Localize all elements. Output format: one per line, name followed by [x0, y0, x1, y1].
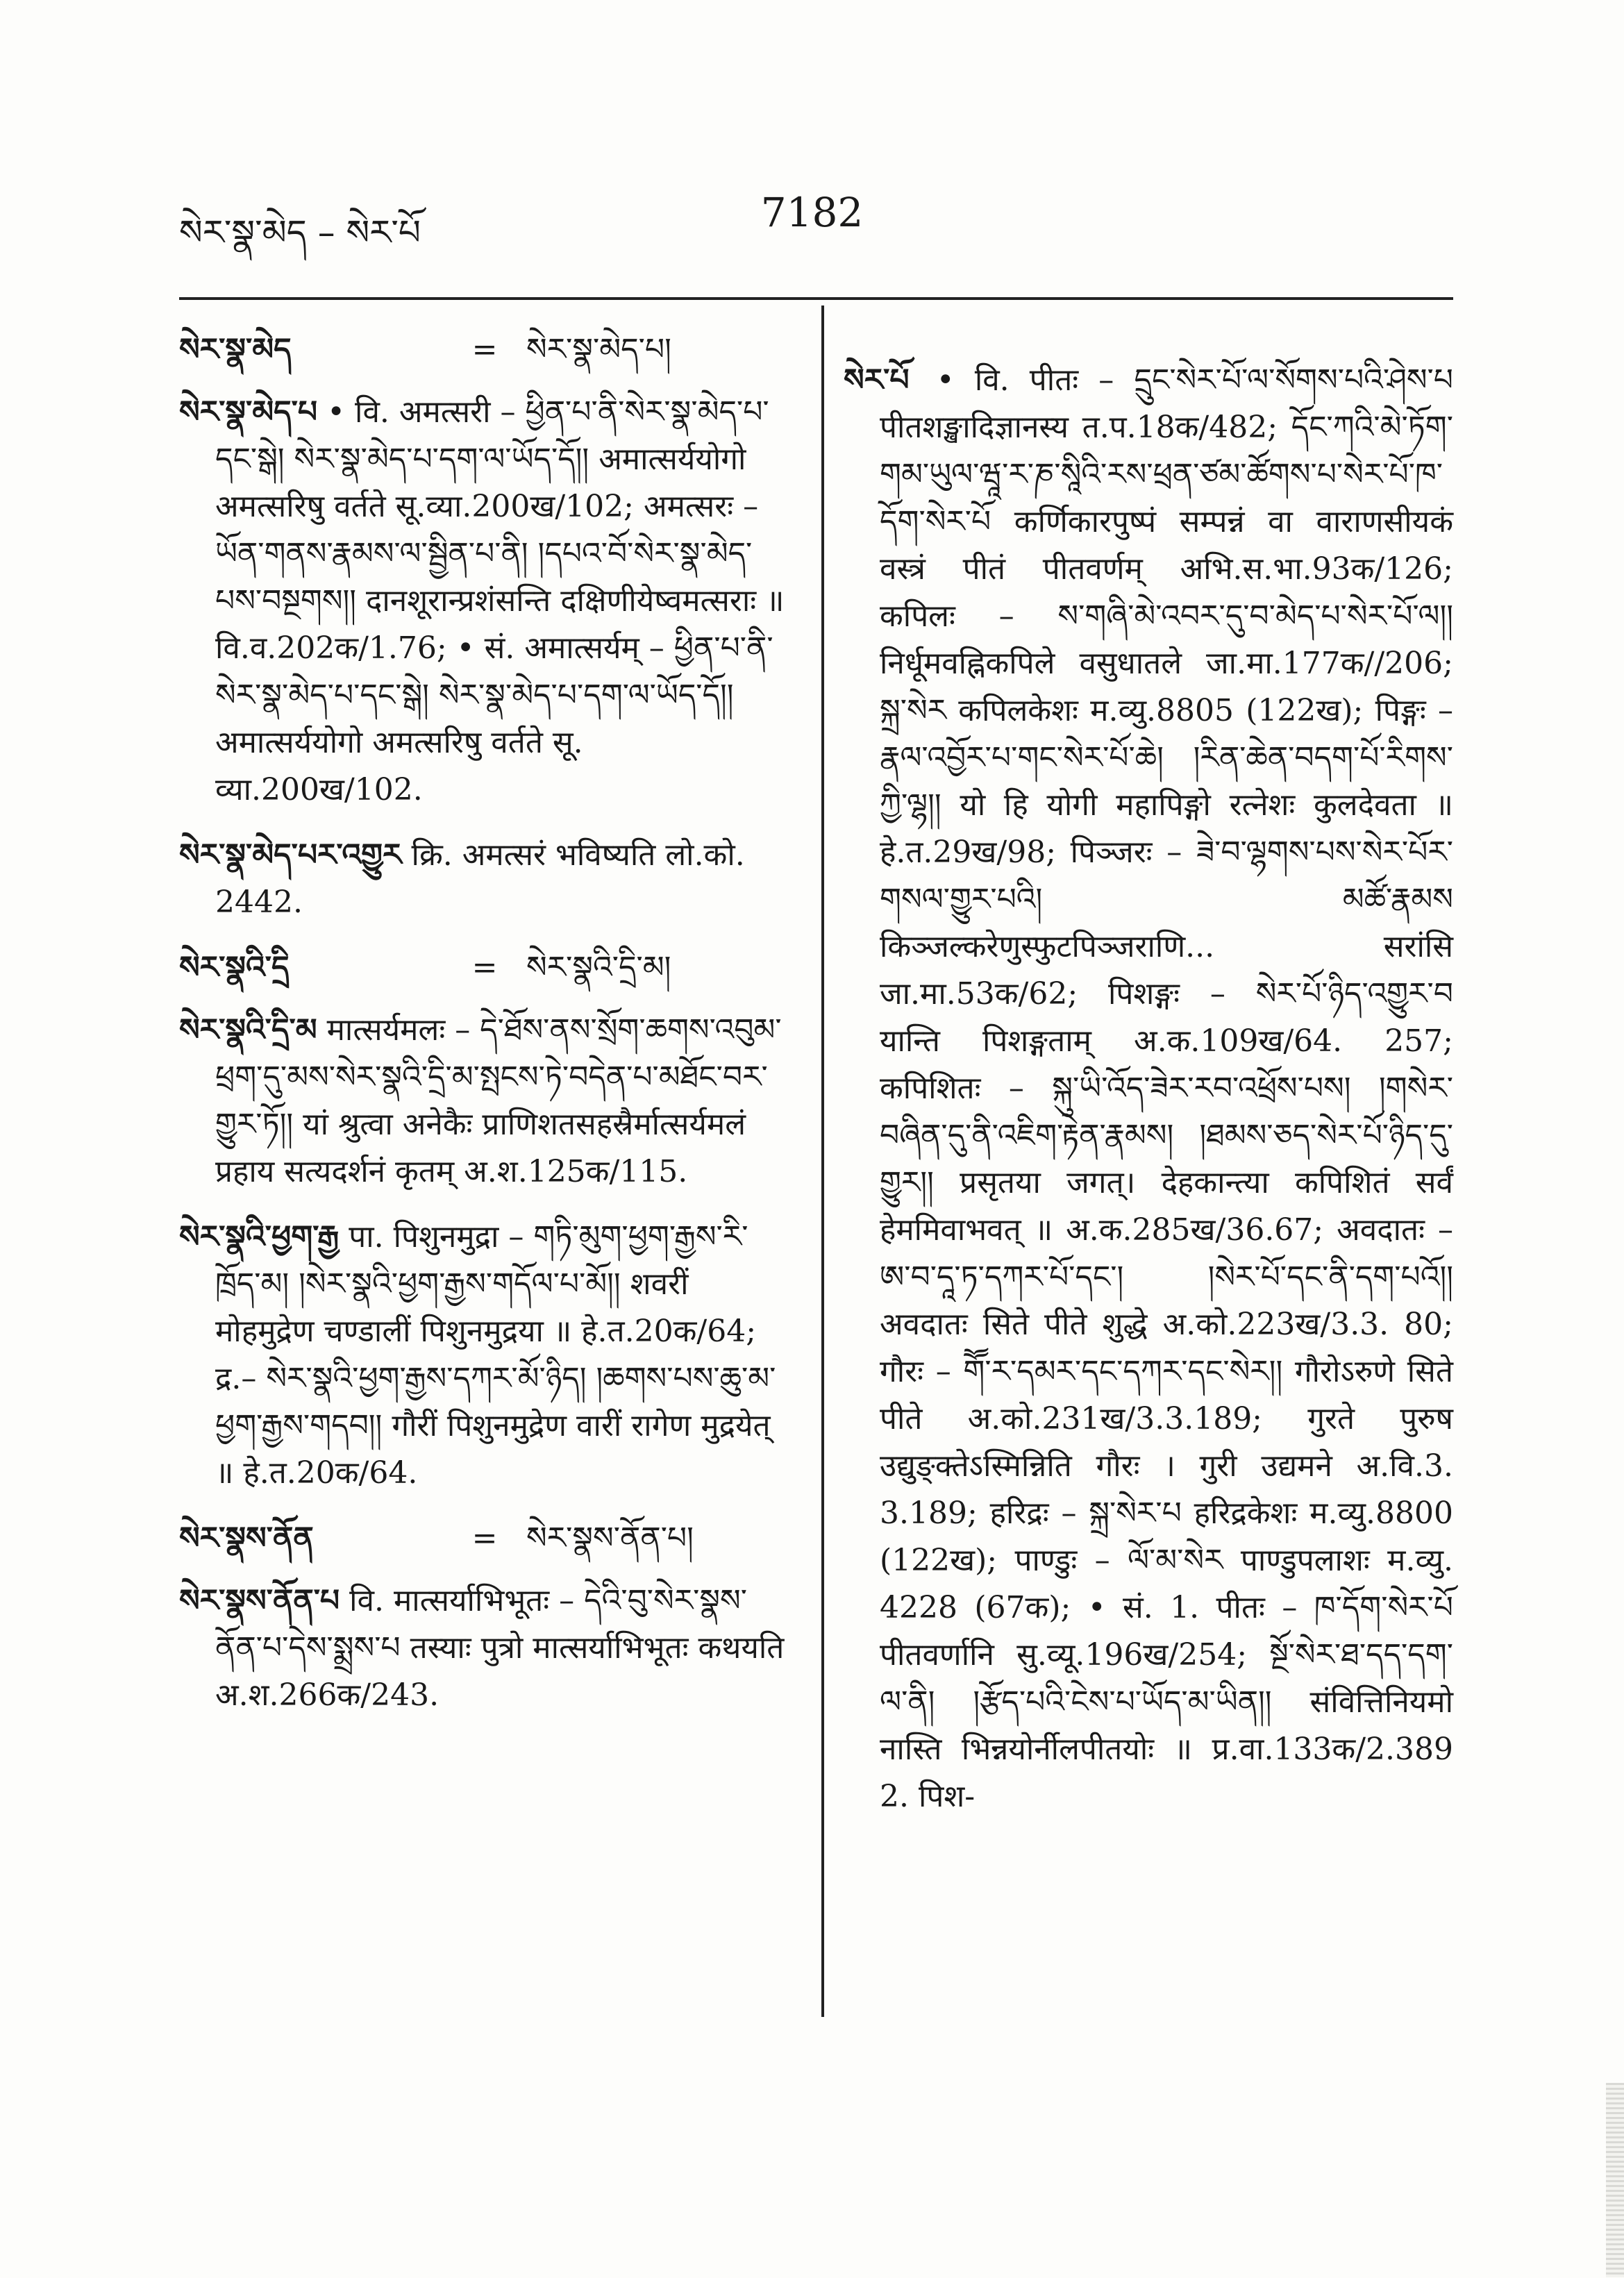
page-number: 7182 — [760, 189, 864, 236]
equals-sign: = — [471, 950, 498, 985]
dictionary-entry — [844, 357, 1453, 1820]
header-rule — [179, 297, 1453, 300]
dictionary-entry — [179, 1577, 790, 1719]
dictionary-entry — [179, 389, 790, 814]
headword: སེར་སྣའི་དྲི་མ — [179, 1012, 317, 1048]
headword: སེར་སྣས་ནོན་པ — [179, 1583, 340, 1618]
headword: སེར་སྣ་མེད — [179, 332, 292, 367]
entry-text: पा. पिशुनमुद्रा – གཏི་མུག་ཕྱག་རྒྱས་རི་ཁྲོད་མ། །སེར་སྣའི་ཕྱག་རྒྱས་གདོལ་པ་མོ།། शवरीं मोहमुद्रेण चण्डालीं पिशुनमुद्रया ॥ हे.त.20क/64; द्र.– སེར་སྣའི་ཕྱག་རྒྱས་དཀར་མོ་ཉིད། །ཆགས་པས་ཆུ་མ་ཕྱག་རྒྱས་གདབ།། गौरीं पिशुनमुद्रेण वारीं रागेण मुद्रयेत् ॥ हे.त.20क/64. — [215, 1219, 776, 1491]
cross-reference-entry — [179, 326, 790, 374]
headword: སེར་སྣའི་དྲི — [179, 950, 290, 985]
headword: སེར་སྣས་ནོན — [179, 1521, 314, 1556]
cross-reference-entry — [179, 944, 790, 991]
entry-text: • वि. अमत्सरी – ཕྱིན་པ་ནི་སེར་སྣ་མེད་པ་དང་སྒེ། སེར་སྣ་མེད་པ་དག་ལ་ཡོད་དོ།། अमात्सर्ययोगो अमत्सरिषु वर्तते सू.व्या.200ख/102; अमत्सरः – ཡོན་གནས་རྣམས་ལ་སྦྱིན་པ་ནི། །དཔའ་བོ་སེར་སྣ་མེད་པས་བསྔགས།། दानशूरान्प्रशंसन्ति दक्षिणीयेष्वमत्सराः ॥ वि.व.202क/1.76; • सं. अमात्सर्यम् – ཕྱིན་པ་ནི་སེར་སྣ་མེད་པ་དང་སྒེ། སེར་སྣ་མེད་པ་དག་ལ་ཡོད་དོ།། अमात्सर्ययोगो अमत्सरिषु वर्तते सू. व्या.200ख/102. — [215, 394, 785, 807]
entry-text: वि. मात्सर्याभिभूतः – དེའི་བུ་སེར་སྣས་ནོན་པ་དེས་སྨྲས་པ तस्याः पुत्रो मात्सर्याभिभूतः कथयति अ.श.266क/243. — [215, 1583, 785, 1713]
reference-target: སེར་སྣའི་དྲི་མ། — [526, 950, 671, 985]
equals-sign: = — [471, 332, 498, 367]
headword: སེར་སྣ་མེད་པ — [179, 394, 318, 430]
dictionary-entry — [179, 1007, 790, 1196]
dictionary-entry — [179, 832, 790, 926]
column-divider — [821, 305, 824, 2017]
entry-text: • वि. पीतः – དྲུང་སེར་པོ་ལ་སོགས་པའི་ཤེས་པ पीतशङ्खादिज्ञानस्य त.प.18क/482; དོང་ཀའི་མེ་ཏོག་གམ་ཡུལ་ཝཱ་ར་ཎ་སཱིའི་རས་ཕྲན་ཙམ་ཚོགས་པ་སེར་པོ་ཁ་དོག་སེར་པོ कर्णिकारपुष्पं सम्पन्नं वा वाराणसीयकं वस्त्रं पीतं पीतवर्णम् अभि.स.भा.93क/126; कपिलः – ས་གཞི་མེ་འབར་དུ་བ་མེད་པ་སེར་པོ་ལ།། निर्धूमवह्निकपिले वसुधातले जा.मा.177क//206; སྐྲ་སེར कपिलकेशः म.व्यु.8805 (122ख); पिङ्गः – རྣལ་འབྱོར་པ་གང་སེར་པོ་ཆེ། །རིན་ཆེན་བདག་པོ་རིགས་ཀྱི་ལྷ།། यो हि योगी महापिङ्गो रत्नेशः कुलदेवता ॥ हे.त.29ख/98; पिञ्जरः – ཟེ་བ་ལྷགས་པས་སེར་པོར་གསལ་གྱུར་པའི། མཚོ་རྣམས किञ्जल्करेणुस्फुटपिञ्जराणि... सरांसि जा.मा.53क/62; पिशङ्गः – སེར་པོ་ཉིད་འགྱུར་བ यान्ति पिशङ्गताम् अ.क.109ख/64. 257; कपिशितः – སྐུ་ཡི་འོད་ཟེར་རབ་འཕྲོས་པས། །གསེར་བཞིན་དུ་ནི་འཇིག་རྟེན་རྣམས། །ཐམས་ཅད་སེར་པོ་ཉིད་དུ་གྱུར།། प्रसृतया जगत्। देहकान्त्या कपिशितं सर्वं हेममिवाभवत् ॥ अ.क.285ख/36.67; अवदातः – ཨ་བ་དཱ་ཏ་དཀར་པོ་དང་། །སེར་པོ་དང་ནི་དག་པའོ།། अवदातः सिते पीते शुद्धे अ.को.223ख/3.3. 80; गौरः – གཽ་ར་དམར་དང་དཀར་དང་སེར།། गौरोऽरुणे सिते पीते अ.को.231ख/3.3.189; गुरते पुरुष उद्युङ्क्तेऽस्मिन्निति गौरः । गुरी उद्यमने अ.वि.3. 3.189; हरिद्रः – སྐྲ་སེར་པ हरिद्रकेशः म.व्यु.8800 (122ख); पाण्डुः – ལོ་མ་སེར पाण्डुपलाशः म.व्यु. 4228 (67क); • सं. 1. पीतः – ཁ་དོག་སེར་པོ पीतवर्णानि सु.व्यू.196ख/254; སྔོ་སེར་ཐ་དད་དག་ལ་ནི། །རྩོད་པའི་ངེས་པ་ཡོད་མ་ཡིན།། संवित्तिनियमो नास्ति भिन्नयोर्नीलपीतयोः ॥ प्र.वा.133क/2.389 2. पिश- — [880, 362, 1453, 1814]
running-header: སེར་སྣ་མེད – སེར་པོ — [179, 212, 421, 253]
headword: སེར་པོ — [844, 362, 910, 398]
right-column — [844, 326, 1453, 1851]
cross-reference-entry — [179, 1515, 790, 1562]
equals-sign: = — [471, 1521, 498, 1556]
reference-target: སེར་སྣ་མེད་པ། — [526, 332, 671, 367]
dictionary-entry — [179, 1214, 790, 1497]
reference-target: སེར་སྣས་ནོན་པ། — [526, 1521, 694, 1556]
entry-text: क्रि. अमत्सरं भविष्यति लो.को. 2442. — [215, 837, 745, 920]
headword: སེར་སྣ་མེད་པར་འགྱུར — [179, 837, 402, 873]
scan-edge-noise — [1606, 2083, 1624, 2277]
left-column — [179, 326, 790, 1725]
entry-text: मात्सर्यमलः – དེ་ཐོས་ནས་སྲོག་ཆགས་འབུམ་ཕྲག་དུ་མས་སེར་སྣའི་དྲི་མ་སྤངས་ཏེ་བདེན་པ་མཐོང་བར་གྱུར་ཏོ།། यां श्रुत्वा अनेकैः प्राणिशतसहस्रैर्मात्सर्यमलं प्रहाय सत्यदर्शनं कृतम् अ.श.125क/115. — [215, 1012, 782, 1189]
headword: སེར་སྣའི་ཕྱག་རྒྱ — [179, 1219, 340, 1255]
